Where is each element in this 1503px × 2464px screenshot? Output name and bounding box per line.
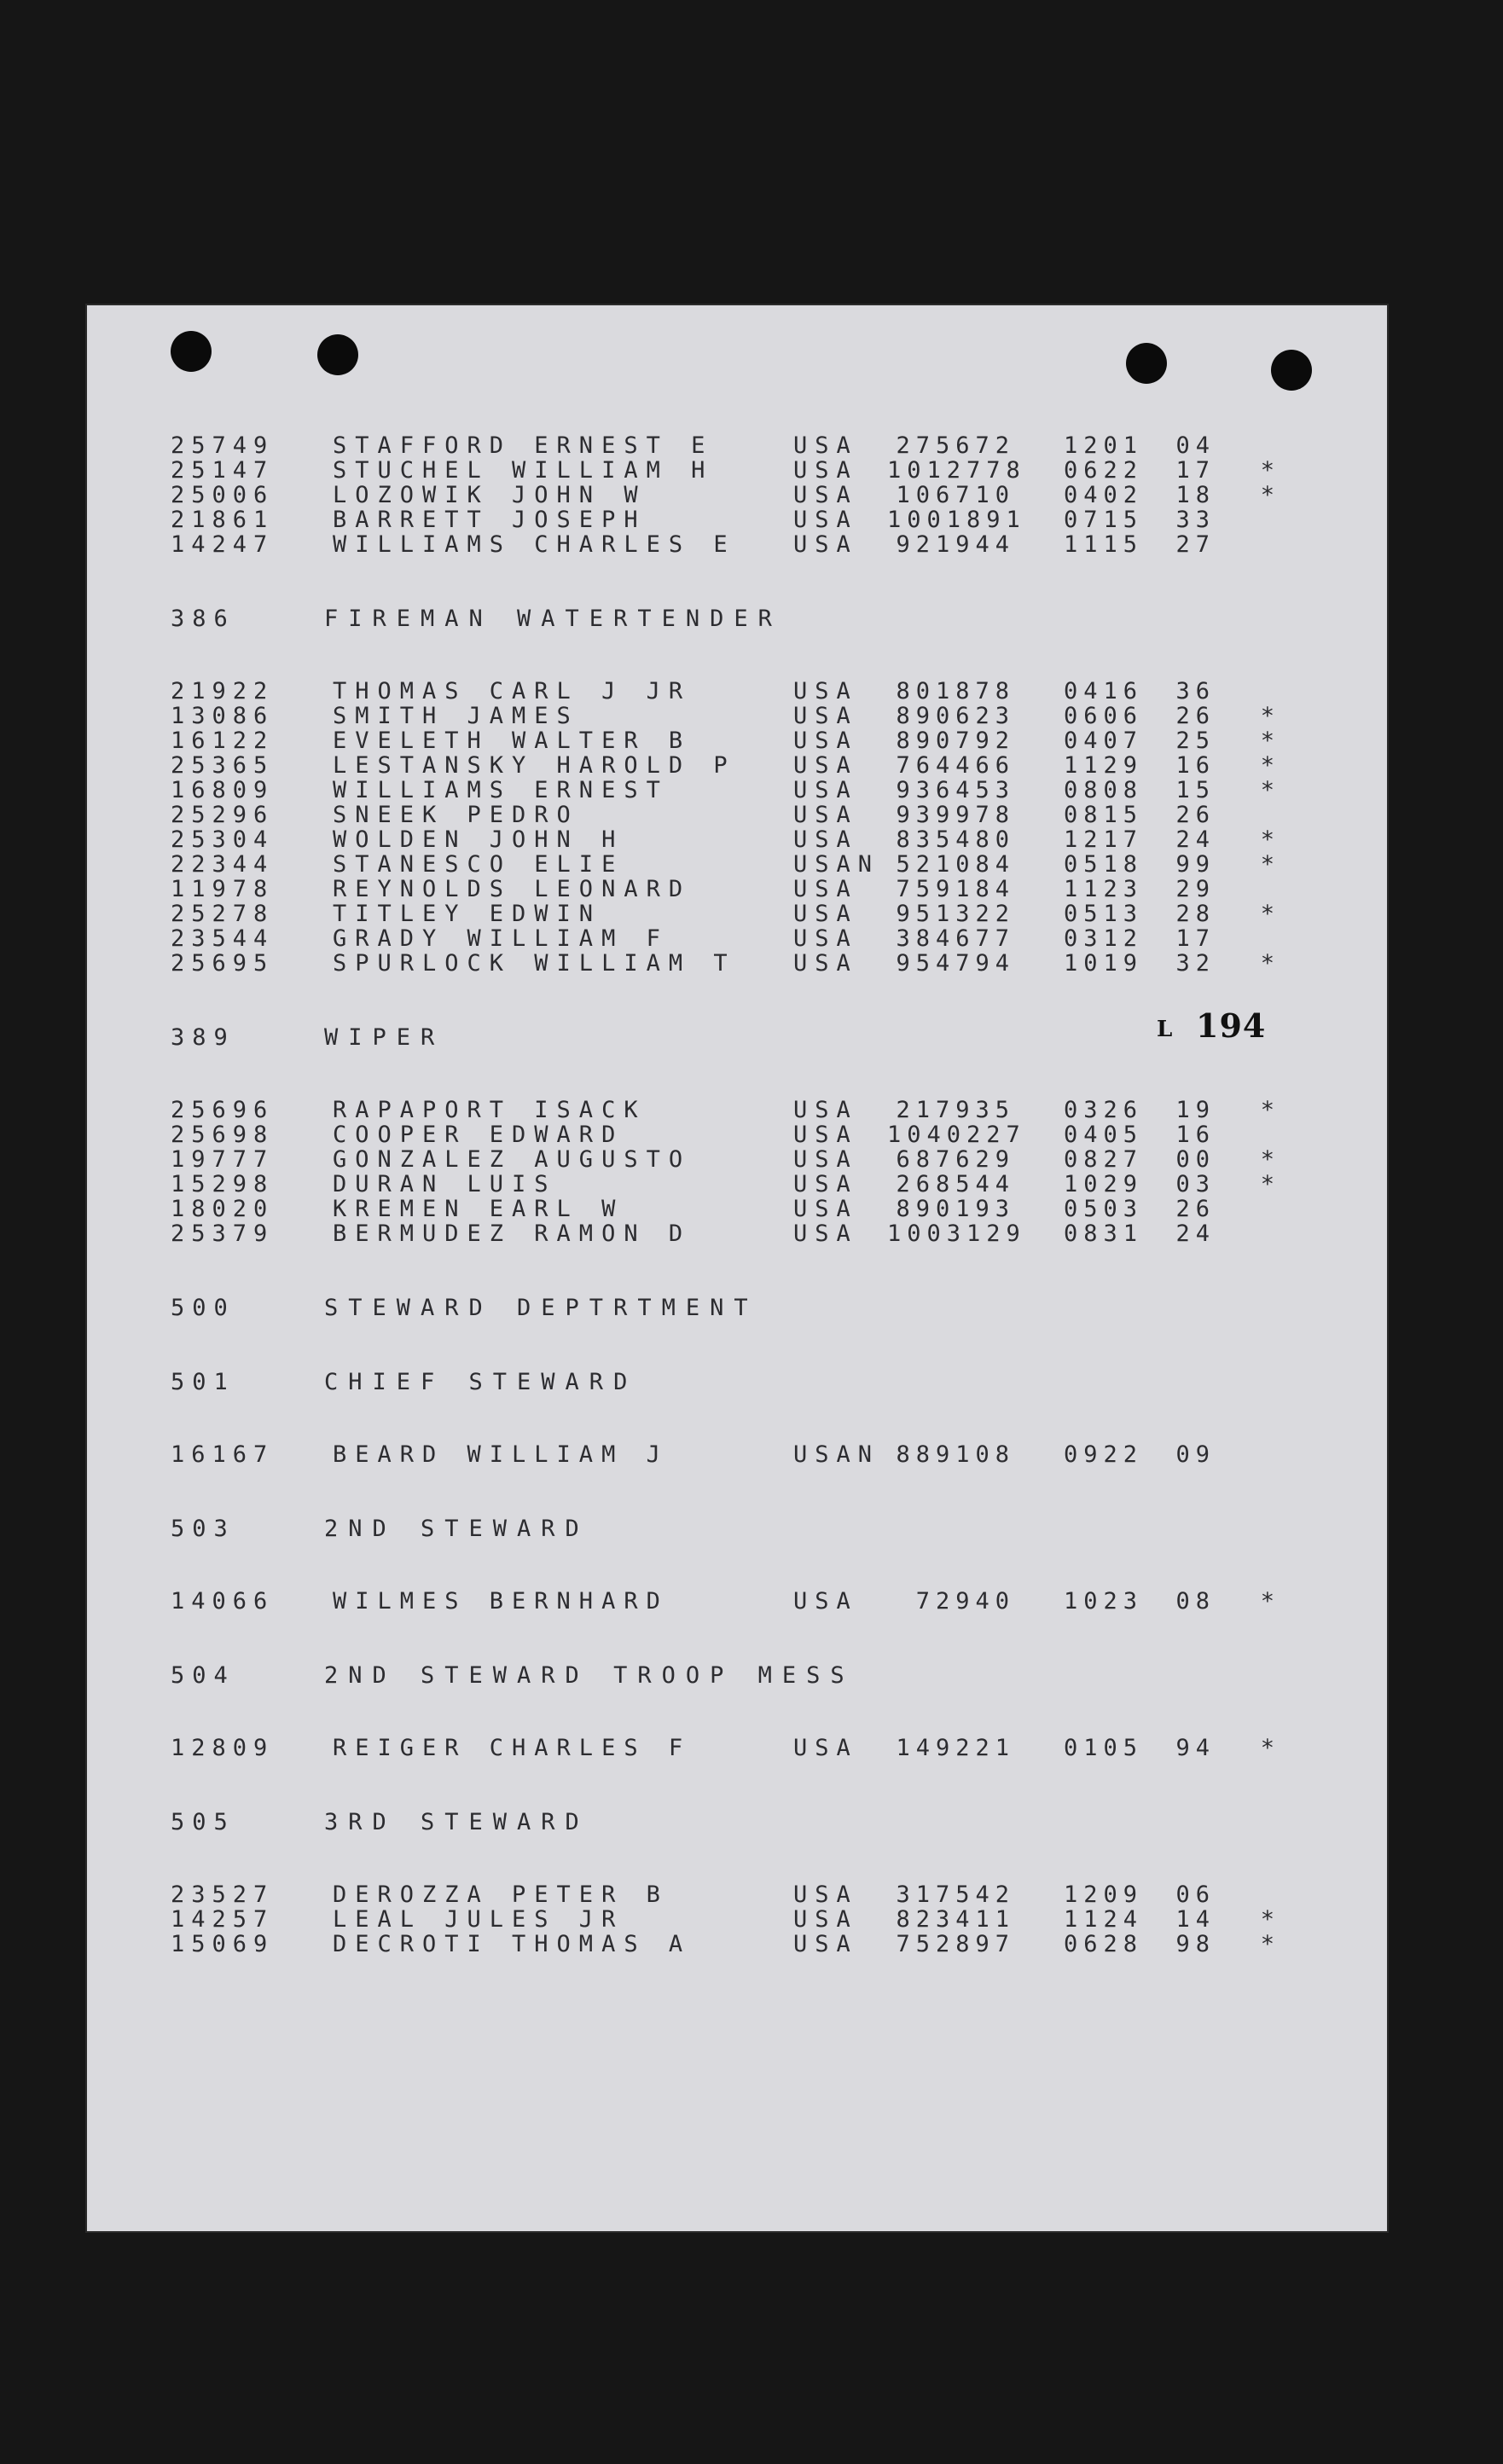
crew-id: 16167 <box>171 1441 275 1468</box>
crew-date-code: 1019 <box>1063 950 1143 977</box>
crew-row <box>171 753 1373 778</box>
crew-row <box>171 902 1373 926</box>
crew-name: STUCHEL WILLIAM H <box>333 457 714 484</box>
crew-name: RAPAPORT ISACK <box>333 1097 647 1123</box>
crew-mark <box>1216 532 1275 557</box>
crew-id: 22344 <box>171 851 275 878</box>
section-title: 2ND STEWARD TROOP MESS <box>324 1662 855 1689</box>
crew-row <box>171 1589 1373 1614</box>
crew-mark: * <box>1260 826 1275 853</box>
crew-mark <box>1216 1197 1275 1221</box>
crew-id: 21861 <box>171 507 275 533</box>
crew-citizenship: USA <box>793 457 858 484</box>
crew-age: 99 <box>1175 851 1216 878</box>
crew-date-code: 0416 <box>1063 678 1143 704</box>
crew-date-code: 1023 <box>1063 1588 1143 1615</box>
crew-certificate-number: 72940 <box>915 1588 1015 1615</box>
section-spacer <box>171 631 1373 679</box>
crew-mark: * <box>1260 1171 1275 1197</box>
crew-citizenship: USA <box>793 432 858 459</box>
crew-citizenship: USA <box>793 1220 858 1247</box>
crew-id: 16809 <box>171 777 275 803</box>
section-heading <box>171 1663 1373 1688</box>
section-title: 3RD STEWARD <box>324 1809 589 1835</box>
crew-row <box>171 1882 1373 1907</box>
crew-id: 25365 <box>171 752 275 779</box>
crew-age: 26 <box>1175 802 1216 828</box>
crew-row <box>171 926 1373 951</box>
crew-certificate-number: 106710 <box>896 482 1015 508</box>
crew-date-code: 0628 <box>1063 1931 1143 1957</box>
crew-id: 25006 <box>171 482 275 508</box>
crew-date-code: 0405 <box>1063 1122 1143 1148</box>
crew-mark: * <box>1260 1931 1275 1957</box>
crew-row <box>171 728 1373 753</box>
crew-citizenship: USA <box>793 703 858 729</box>
crew-date-code: 1029 <box>1063 1171 1143 1197</box>
crew-certificate-number: 384677 <box>896 925 1015 952</box>
crew-name: COOPER EDWARD <box>333 1122 624 1148</box>
crew-age: 29 <box>1175 876 1216 902</box>
crew-certificate-number: 268544 <box>896 1171 1015 1197</box>
crew-age: 28 <box>1175 901 1216 927</box>
crew-age: 19 <box>1175 1097 1216 1123</box>
crew-mark <box>1216 803 1275 827</box>
crew-name: LOZOWIK JOHN W <box>333 482 647 508</box>
crew-age: 16 <box>1175 752 1216 779</box>
crew-name: SNEEK PEDRO <box>333 802 579 828</box>
crew-citizenship: USA <box>793 901 858 927</box>
crew-citizenship: USA <box>793 1588 858 1615</box>
crew-row <box>171 1098 1373 1122</box>
crew-id: 15069 <box>171 1931 275 1957</box>
crew-name: KREMEN EARL W <box>333 1196 624 1222</box>
crew-mark <box>1216 1122 1275 1147</box>
crew-date-code: 1209 <box>1063 1881 1143 1908</box>
crew-certificate-number: 823411 <box>896 1906 1015 1933</box>
section-spacer <box>171 1541 1373 1589</box>
crew-name: WILLIAMS ERNEST <box>333 777 669 803</box>
crew-certificate-number: 835480 <box>896 826 1015 853</box>
crew-date-code: 0105 <box>1063 1735 1143 1761</box>
section-heading <box>171 1296 1373 1320</box>
section-title: FIREMAN WATERTENDER <box>324 606 782 632</box>
crew-name: REIGER CHARLES F <box>333 1735 692 1761</box>
crew-date-code: 0831 <box>1063 1220 1143 1247</box>
crew-age: 26 <box>1175 703 1216 729</box>
crew-date-code: 0503 <box>1063 1196 1143 1222</box>
crew-list <box>171 433 1373 1957</box>
crew-citizenship: USA <box>793 531 858 558</box>
punch-hole-left-1 <box>171 331 212 372</box>
section-spacer <box>171 1320 1373 1370</box>
crew-row <box>171 877 1373 902</box>
section-code: 389 <box>171 1024 235 1051</box>
crew-certificate-number: 951322 <box>896 901 1015 927</box>
section-title: CHIEF STEWARD <box>324 1369 638 1395</box>
crew-name: WOLDEN JOHN H <box>333 826 624 853</box>
punch-hole-right-1 <box>1126 343 1167 384</box>
crew-id: 25278 <box>171 901 275 927</box>
crew-citizenship: USA <box>793 1097 858 1123</box>
crew-citizenship: USA <box>793 1735 858 1761</box>
crew-id: 25379 <box>171 1220 275 1247</box>
section-heading <box>171 1370 1373 1394</box>
crew-mark: * <box>1260 457 1275 484</box>
crew-id: 23544 <box>171 925 275 952</box>
crew-name: DECROTI THOMAS A <box>333 1931 692 1957</box>
crew-date-code: 0326 <box>1063 1097 1143 1123</box>
crew-row <box>171 1932 1373 1957</box>
crew-certificate-number: 889108 <box>896 1441 1015 1468</box>
crew-row <box>171 778 1373 803</box>
crew-id: 25296 <box>171 802 275 828</box>
crew-id: 25147 <box>171 457 275 484</box>
crew-date-code: 0312 <box>1063 925 1143 952</box>
crew-name: STANESCO ELIE <box>333 851 624 878</box>
crew-row <box>171 433 1373 458</box>
crew-mark: * <box>1260 851 1275 878</box>
crew-date-code: 1115 <box>1063 531 1143 558</box>
crew-date-code: 0606 <box>1063 703 1143 729</box>
crew-mark: * <box>1260 752 1275 779</box>
crew-id: 16122 <box>171 728 275 754</box>
crew-row <box>171 1147 1373 1172</box>
section-code: 501 <box>171 1369 235 1395</box>
section-spacer <box>171 1246 1373 1296</box>
crew-id: 19777 <box>171 1146 275 1173</box>
section-heading <box>171 1025 1373 1050</box>
section-code: 386 <box>171 606 235 632</box>
crew-date-code: 0622 <box>1063 457 1143 484</box>
crew-citizenship: USAN <box>793 1441 880 1468</box>
stamp-prefix: L <box>1157 1017 1173 1042</box>
crew-id: 18020 <box>171 1196 275 1222</box>
crew-age: 27 <box>1175 531 1216 558</box>
crew-date-code: 1129 <box>1063 752 1143 779</box>
crew-age: 08 <box>1175 1588 1216 1615</box>
crew-row <box>171 827 1373 852</box>
crew-age: 06 <box>1175 1881 1216 1908</box>
crew-certificate-number: 317542 <box>896 1881 1015 1908</box>
section-heading <box>171 1516 1373 1541</box>
crew-citizenship: USA <box>793 1122 858 1148</box>
crew-name: SPURLOCK WILLIAM T <box>333 950 736 977</box>
crew-certificate-number: 1012778 <box>887 457 1026 484</box>
crew-row <box>171 951 1373 976</box>
crew-mark <box>1216 1442 1275 1467</box>
crew-mark <box>1216 507 1275 532</box>
crew-certificate-number: 954794 <box>896 950 1015 977</box>
section-title: STEWARD DEPTRTMENT <box>324 1295 758 1321</box>
crew-certificate-number: 1003129 <box>887 1220 1026 1247</box>
crew-mark: * <box>1260 728 1275 754</box>
crew-id: 23527 <box>171 1881 275 1908</box>
section-spacer <box>171 1614 1373 1663</box>
crew-certificate-number: 149221 <box>896 1735 1015 1761</box>
crew-name: BERMUDEZ RAMON D <box>333 1220 692 1247</box>
crew-date-code: 0827 <box>1063 1146 1143 1173</box>
crew-certificate-number: 890623 <box>896 703 1015 729</box>
crew-citizenship: USA <box>793 728 858 754</box>
crew-mark: * <box>1260 777 1275 803</box>
crew-date-code: 0922 <box>1063 1441 1143 1468</box>
crew-id: 25749 <box>171 432 275 459</box>
crew-id: 25696 <box>171 1097 275 1123</box>
crew-name: WILMES BERNHARD <box>333 1588 669 1615</box>
crew-name: DURAN LUIS <box>333 1171 557 1197</box>
crew-certificate-number: 764466 <box>896 752 1015 779</box>
crew-age: 36 <box>1175 678 1216 704</box>
crew-row <box>171 1907 1373 1932</box>
crew-mark: * <box>1260 950 1275 977</box>
crew-age: 17 <box>1175 925 1216 952</box>
punch-hole-left-2 <box>317 334 358 375</box>
crew-row <box>171 1172 1373 1197</box>
section-spacer <box>171 1760 1373 1810</box>
crew-age: 24 <box>1175 826 1216 853</box>
crew-certificate-number: 752897 <box>896 1931 1015 1957</box>
crew-name: GONZALEZ AUGUSTO <box>333 1146 692 1173</box>
crew-age: 25 <box>1175 728 1216 754</box>
crew-date-code: 1124 <box>1063 1906 1143 1933</box>
crew-id: 14257 <box>171 1906 275 1933</box>
crew-certificate-number: 1040227 <box>887 1122 1026 1148</box>
crew-citizenship: USA <box>793 752 858 779</box>
crew-date-code: 0715 <box>1063 507 1143 533</box>
crew-age: 15 <box>1175 777 1216 803</box>
section-spacer <box>171 1688 1373 1736</box>
crew-row <box>171 532 1373 557</box>
crew-mark: * <box>1260 901 1275 927</box>
crew-citizenship: USA <box>793 1906 858 1933</box>
crew-certificate-number: 1001891 <box>887 507 1026 533</box>
crew-citizenship: USA <box>793 826 858 853</box>
crew-certificate-number: 890193 <box>896 1196 1015 1222</box>
crew-mark: * <box>1260 1906 1275 1933</box>
section-spacer <box>171 1835 1373 1882</box>
crew-date-code: 0815 <box>1063 802 1143 828</box>
crew-mark: * <box>1260 482 1275 508</box>
crew-mark <box>1216 926 1275 951</box>
crew-citizenship: USA <box>793 678 858 704</box>
crew-name: BARRETT JOSEPH <box>333 507 647 533</box>
crew-name: LESTANSKY HAROLD P <box>333 752 736 779</box>
crew-name: STAFFORD ERNEST E <box>333 432 714 459</box>
crew-date-code: 0407 <box>1063 728 1143 754</box>
crew-certificate-number: 521084 <box>896 851 1015 878</box>
page-number-stamp: 194 <box>1196 1006 1267 1045</box>
crew-mark <box>1216 433 1275 458</box>
crew-date-code: 1123 <box>1063 876 1143 902</box>
crew-name: BEARD WILLIAM J <box>333 1441 669 1468</box>
crew-row <box>171 1122 1373 1147</box>
crew-citizenship: USA <box>793 950 858 977</box>
section-heading <box>171 1810 1373 1835</box>
crew-name: EVELETH WALTER B <box>333 728 692 754</box>
crew-age: 33 <box>1175 507 1216 533</box>
crew-row <box>171 1221 1373 1246</box>
crew-certificate-number: 217935 <box>896 1097 1015 1123</box>
section-spacer <box>171 557 1373 606</box>
crew-age: 94 <box>1175 1735 1216 1761</box>
crew-mark: * <box>1260 1588 1275 1615</box>
crew-age: 26 <box>1175 1196 1216 1222</box>
crew-row <box>171 1736 1373 1760</box>
crew-citizenship: USA <box>793 777 858 803</box>
crew-citizenship: USA <box>793 802 858 828</box>
crew-row <box>171 852 1373 877</box>
crew-mark: * <box>1260 703 1275 729</box>
crew-age: 03 <box>1175 1171 1216 1197</box>
crew-row <box>171 803 1373 827</box>
crew-name: GRADY WILLIAM F <box>333 925 669 952</box>
crew-mark: * <box>1260 1146 1275 1173</box>
crew-row <box>171 483 1373 507</box>
crew-mark: * <box>1260 1735 1275 1761</box>
document-page <box>87 305 1387 2231</box>
crew-name: TITLEY EDWIN <box>333 901 602 927</box>
crew-id: 25695 <box>171 950 275 977</box>
crew-mark <box>1216 1221 1275 1246</box>
crew-id: 12809 <box>171 1735 275 1761</box>
crew-name: LEAL JULES JR <box>333 1906 624 1933</box>
crew-certificate-number: 939978 <box>896 802 1015 828</box>
crew-certificate-number: 801878 <box>896 678 1015 704</box>
crew-age: 16 <box>1175 1122 1216 1148</box>
crew-citizenship: USA <box>793 507 858 533</box>
crew-certificate-number: 759184 <box>896 876 1015 902</box>
crew-citizenship: USA <box>793 876 858 902</box>
crew-name: REYNOLDS LEONARD <box>333 876 692 902</box>
crew-age: 00 <box>1175 1146 1216 1173</box>
section-title: WIPER <box>324 1024 445 1051</box>
crew-age: 14 <box>1175 1906 1216 1933</box>
crew-id: 25304 <box>171 826 275 853</box>
crew-citizenship: USA <box>793 1881 858 1908</box>
crew-row <box>171 704 1373 728</box>
crew-certificate-number: 890792 <box>896 728 1015 754</box>
crew-name: WILLIAMS CHARLES E <box>333 531 736 558</box>
crew-row <box>171 458 1373 483</box>
crew-id: 14247 <box>171 531 275 558</box>
crew-id: 25698 <box>171 1122 275 1148</box>
crew-row <box>171 1197 1373 1221</box>
crew-id: 21922 <box>171 678 275 704</box>
crew-certificate-number: 921944 <box>896 531 1015 558</box>
crew-age: 32 <box>1175 950 1216 977</box>
section-spacer <box>171 976 1373 1025</box>
crew-id: 13086 <box>171 703 275 729</box>
crew-name: THOMAS CARL J JR <box>333 678 692 704</box>
crew-row <box>171 1442 1373 1467</box>
crew-citizenship: USA <box>793 1171 858 1197</box>
crew-row <box>171 507 1373 532</box>
section-code: 504 <box>171 1662 235 1689</box>
crew-age: 24 <box>1175 1220 1216 1247</box>
section-spacer <box>171 1467 1373 1516</box>
crew-citizenship: USA <box>793 1196 858 1222</box>
section-code: 500 <box>171 1295 235 1321</box>
crew-citizenship: USA <box>793 925 858 952</box>
crew-age: 04 <box>1175 432 1216 459</box>
crew-certificate-number: 687629 <box>896 1146 1015 1173</box>
crew-citizenship: USAN <box>793 851 880 878</box>
crew-age: 09 <box>1175 1441 1216 1468</box>
crew-age: 18 <box>1175 482 1216 508</box>
crew-mark <box>1216 679 1275 704</box>
crew-id: 15298 <box>171 1171 275 1197</box>
crew-date-code: 0402 <box>1063 482 1143 508</box>
crew-age: 98 <box>1175 1931 1216 1957</box>
section-title: 2ND STEWARD <box>324 1516 589 1542</box>
crew-name: SMITH JAMES <box>333 703 579 729</box>
crew-date-code: 0513 <box>1063 901 1143 927</box>
crew-date-code: 0808 <box>1063 777 1143 803</box>
section-heading <box>171 606 1373 631</box>
section-code: 505 <box>171 1809 235 1835</box>
crew-citizenship: USA <box>793 482 858 508</box>
crew-row <box>171 679 1373 704</box>
section-code: 503 <box>171 1516 235 1542</box>
crew-mark <box>1216 1882 1275 1907</box>
crew-age: 17 <box>1175 457 1216 484</box>
crew-date-code: 0518 <box>1063 851 1143 878</box>
crew-date-code: 1217 <box>1063 826 1143 853</box>
crew-id: 11978 <box>171 876 275 902</box>
crew-id: 14066 <box>171 1588 275 1615</box>
punch-hole-right-2 <box>1271 350 1312 391</box>
crew-date-code: 1201 <box>1063 432 1143 459</box>
section-spacer <box>171 1050 1373 1098</box>
crew-name: DEROZZA PETER B <box>333 1881 669 1908</box>
crew-citizenship: USA <box>793 1931 858 1957</box>
crew-certificate-number: 936453 <box>896 777 1015 803</box>
crew-citizenship: USA <box>793 1146 858 1173</box>
crew-mark: * <box>1260 1097 1275 1123</box>
crew-mark <box>1216 877 1275 902</box>
crew-certificate-number: 275672 <box>896 432 1015 459</box>
section-spacer <box>171 1394 1373 1442</box>
